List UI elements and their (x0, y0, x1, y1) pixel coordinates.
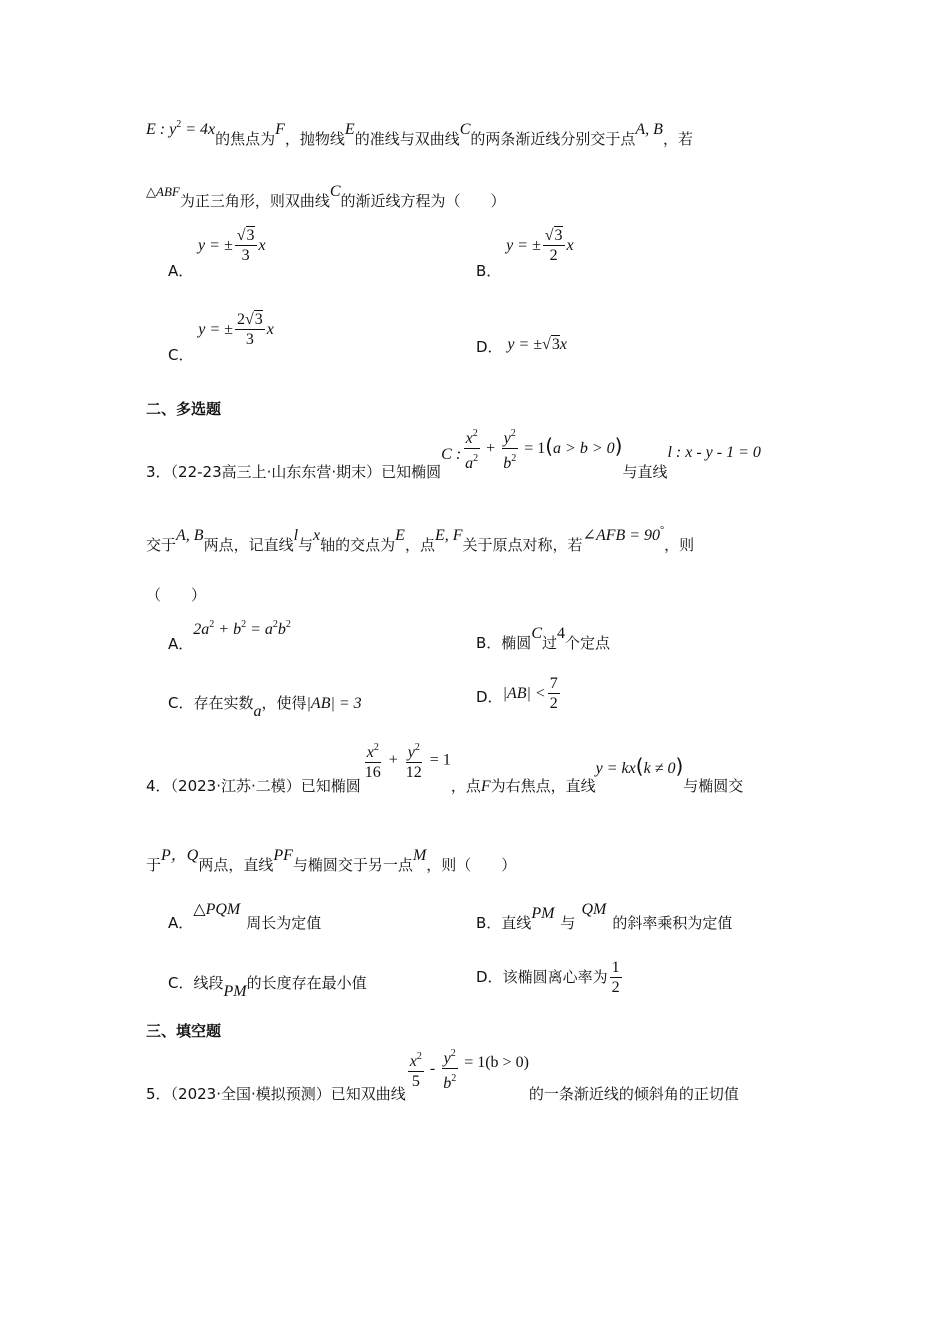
parabola-eq: E : $y^2 = 4x$ (146, 119, 216, 138)
q4-line-2: 于P，Q两点，直线PF与椭圆交于另一点M，则（ ） (146, 847, 517, 874)
q4-option-b: B．直线PM与QM的斜率乘积为定值 (476, 901, 733, 932)
section-title-fill-blank: 三、填空题 (146, 1022, 222, 1040)
fraction: $\frac{x^2}{5}$ (408, 1047, 424, 1091)
q3-line-1: 3．（22-23高三上·山东东营·期末）已知椭圆C : $\frac{x^2}{a^2}$ + $\frac{y^2}{b^2}$ = 1(a > b > 0)与直线l : x - y - 1 = 0 (146, 424, 761, 473)
q2-line-2: △ABF为正三角形，则双曲线C的渐近线方程为（ ） (146, 183, 506, 210)
q4-option-a: A．△PQM周长为定值 (168, 901, 322, 932)
q2-option-d: D． y = ±√3x (476, 336, 567, 356)
q4-line-1: 4．（2023·江苏·二模）已知椭圆 $\frac{x^2}{16}$ + $\frac{y^2}{12}$ = 1，点F为右焦点，直线y = kx(k ≠ 0)与椭圆交 (146, 738, 743, 782)
q3-line-2: 交于A, B两点，记直线l与x轴的交点为E，点E, F关于原点对称，若∠AFB = 90°，则 (146, 525, 695, 554)
fraction: $\frac{√3}{2}$ (544, 227, 563, 264)
q3-option-b: B．椭圆C过4个定点 (476, 625, 611, 652)
fraction: $\frac{7}{2}$ (549, 675, 558, 712)
fraction: $\frac{x^2}{16}$ (363, 738, 383, 782)
q2-option-b: B． y = ± $\frac{√3}{2}$ x (476, 227, 574, 280)
fraction: $\frac{1}{2}$ (611, 959, 620, 996)
q3-option-c: C．存在实数a，使得|AB| = 3 (168, 694, 362, 720)
q4-option-d: D．该椭圆离心率为 $\frac{1}{2}$ (476, 959, 620, 996)
q5-line-1: 5．（2023·全国·模拟预测）已知双曲线 $\frac{x^2}{5}$ - $\frac{y^2}{b^2}$ = 1(b > 0)的一条渐近线的倾斜角的正切值 (146, 1044, 739, 1093)
fraction: $\frac{x^2}{a^2}$ (463, 424, 480, 473)
fraction: $\frac{2√3}{3}$ (236, 311, 263, 348)
q2-line-1: E : $y^2 = 4x$的焦点为F，抛物线E的准线与双曲线C的两条渐近线分别交于点A, B，若 (146, 119, 693, 148)
q3-line-3: （ ） (146, 586, 207, 604)
fraction: $\frac{y^2}{b^2}$ (441, 1044, 458, 1093)
q3-option-a: A．$2a^2 + b^2 = a^2b^2$ (168, 619, 291, 653)
fraction: $\frac{√3}{3}$ (236, 227, 255, 264)
q2-option-a: A． y = ± $\frac{√3}{3}$ x (168, 227, 266, 280)
fraction: $\frac{y^2}{12}$ (404, 738, 424, 782)
q3-option-d: D．|AB| < $\frac{7}{2}$ (476, 675, 558, 712)
fraction: $\frac{y^2}{b^2}$ (501, 424, 518, 473)
section-title-multi-choice: 二、多选题 (146, 400, 222, 418)
q4-option-c: C．线段PM的长度存在最小值 (168, 974, 367, 1000)
q2-option-c: C． y = ± $\frac{2√3}{3}$ x (168, 311, 274, 364)
